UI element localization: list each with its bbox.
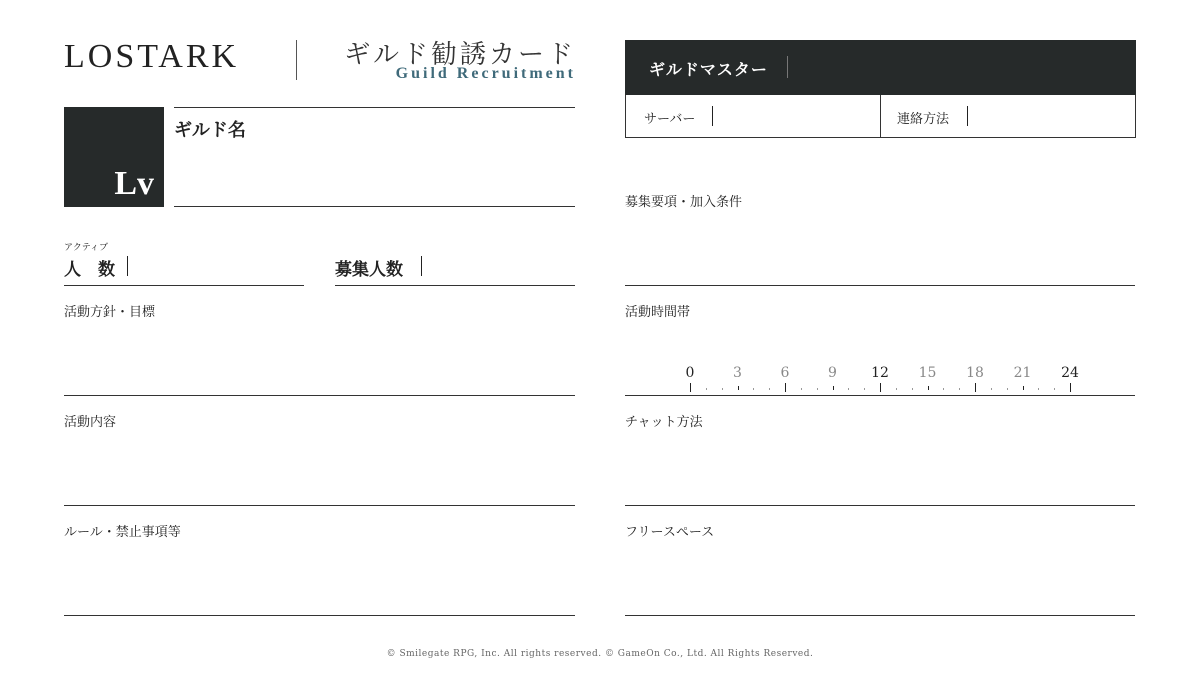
active-ruby-text: アクティブ: [64, 243, 109, 253]
timeline-hour-dot: [1007, 388, 1008, 390]
timeline-tick: [880, 383, 881, 392]
timeline-hour-dot: [706, 388, 707, 390]
activity-time-baseline: [625, 395, 1135, 396]
rules-field[interactable]: [64, 615, 575, 616]
contact-divider: [967, 106, 968, 126]
timeline-hour-dot: [991, 388, 992, 390]
guild-name-field[interactable]: [174, 206, 575, 207]
copyright-footer: © Smilegate RPG, Inc. All rights reserved. © GameOn Co., Ltd. All Rights Reserved.: [386, 649, 814, 659]
timeline-hour-dot: [896, 388, 897, 390]
content-field[interactable]: [64, 505, 575, 506]
free-space-field[interactable]: [625, 615, 1135, 616]
timeline-hour-label: 12: [871, 365, 889, 381]
timeline-hour-label: 6: [780, 365, 790, 381]
timeline-tick: [1070, 383, 1071, 392]
timeline-hour-dot: [943, 388, 944, 390]
guild-master-info-row: [625, 95, 1136, 138]
server-label: サーバー: [644, 112, 696, 127]
guild-master-header: [625, 40, 1136, 95]
content-label: 活動内容: [64, 415, 117, 430]
timeline-hour-dot: [1054, 388, 1055, 390]
card-title-en: Guild Recruitment: [395, 65, 576, 82]
timeline-hour-dot: [864, 388, 865, 390]
member-count-field[interactable]: [64, 285, 304, 286]
timeline-tick: [785, 383, 786, 392]
timeline-hour-dot: [959, 388, 960, 390]
requirements-label: 募集要項・加入条件: [625, 195, 743, 210]
policy-label: 活動方針・目標: [64, 305, 156, 320]
timeline-hour-dot: [753, 388, 754, 390]
free-space-label: フリースペース: [625, 525, 715, 540]
timeline-hour-label: 21: [1013, 365, 1032, 381]
timeline-hour-dot: [848, 388, 849, 390]
timeline-hour-label: 0: [685, 365, 695, 381]
server-field[interactable]: [721, 99, 871, 133]
guild-name-label: ギルド名: [174, 120, 246, 141]
contact-field[interactable]: [976, 99, 1126, 133]
guild-master-divider: [787, 56, 788, 78]
timeline-tick: [1023, 386, 1024, 390]
activity-time-label: 活動時間帯: [625, 305, 691, 320]
recruit-count-field[interactable]: [335, 285, 575, 286]
activity-timeline[interactable]: [625, 360, 1135, 396]
card-title-jp: ギルド勧誘カード: [344, 40, 576, 70]
timeline-tick: [833, 386, 834, 390]
timeline-hour-dot: [801, 388, 802, 390]
guild-level-box: [64, 107, 164, 207]
timeline-tick: [690, 383, 691, 392]
master-row-divider: [880, 95, 881, 137]
guild-name-top-line: [174, 107, 575, 108]
timeline-hour-label: 9: [828, 365, 837, 381]
lostark-logo: LOSTARK: [64, 38, 240, 75]
header-divider: [296, 40, 297, 80]
server-divider: [712, 106, 713, 126]
chat-field[interactable]: [625, 505, 1135, 506]
timeline-hour-dot: [912, 388, 913, 390]
timeline-hour-label: 24: [1061, 365, 1079, 381]
guild-master-label: ギルドマスター: [649, 60, 768, 79]
policy-field[interactable]: [64, 395, 575, 396]
timeline-hour-label: 15: [918, 365, 937, 381]
rules-label: ルール・禁止事項等: [64, 525, 181, 540]
member-count-divider: [127, 256, 128, 276]
timeline-hour-dot: [1038, 388, 1039, 390]
timeline-tick: [738, 386, 739, 390]
contact-label: 連絡方法: [897, 112, 950, 127]
guild-level-label: Lv: [114, 165, 154, 202]
timeline-hour-dot: [817, 388, 818, 390]
timeline-hour-dot: [769, 388, 770, 390]
timeline-tick: [928, 386, 929, 390]
timeline-tick: [975, 383, 976, 392]
member-count-label: 人 数: [64, 260, 115, 280]
requirements-field[interactable]: [625, 285, 1135, 286]
timeline-hour-dot: [722, 388, 723, 390]
recruit-count-label: 募集人数: [335, 260, 403, 280]
timeline-ticks: [625, 360, 1135, 396]
timeline-hour-label: 18: [966, 365, 984, 381]
chat-label: チャット方法: [625, 415, 703, 430]
timeline-hour-label: 3: [733, 365, 742, 381]
recruit-count-divider: [421, 256, 422, 276]
